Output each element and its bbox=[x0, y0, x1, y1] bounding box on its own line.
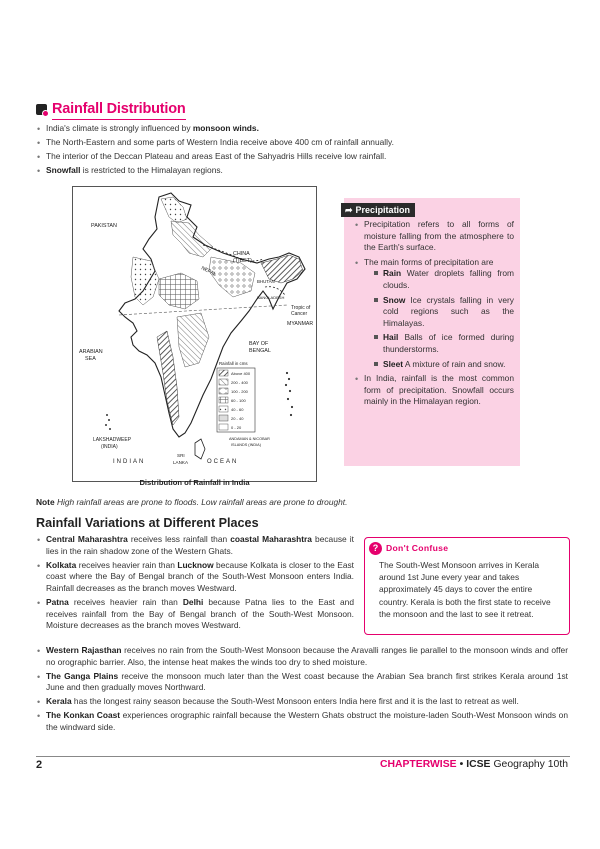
map-legend bbox=[217, 361, 255, 432]
intro-item: • The interior of the Deccan Plateau and areas East of the Sahyadris Hills receive low rainfall. bbox=[36, 151, 566, 163]
form-item: Rain Water droplets falling from clouds. bbox=[374, 268, 514, 291]
form-item: Hail Balls of ice formed during thunderstorms. bbox=[374, 332, 514, 355]
india-outline bbox=[119, 193, 308, 437]
precipitation-tag-label: Precipitation bbox=[355, 205, 411, 215]
variations-list-continued bbox=[36, 645, 568, 736]
label-nepal: NEPAL bbox=[200, 265, 218, 278]
variation-item: • The Konkan Coast experiences orographic rainfall because the Western Ghats obstruct the moisture-laden South-West Monsoon winds on the windward side. bbox=[36, 710, 568, 733]
footer-divider bbox=[36, 756, 570, 757]
label-andaman2: ISLANDS (INDIA) bbox=[231, 443, 261, 447]
brand-separator: • bbox=[459, 759, 464, 770]
legend-item: Above 400 bbox=[231, 371, 251, 376]
precipitation-tag bbox=[341, 203, 415, 217]
india-map-svg bbox=[73, 187, 316, 481]
variation-item: • Western Rajasthan receives no rain from the South-West Monsoon because the Aravalli ranges lie parallel to the monsoon winds and offer no orographic barrier. Also, the intense heat makes the winds too dry to shed moisture. bbox=[36, 645, 568, 668]
label-pakistan: PAKISTAN bbox=[91, 223, 117, 229]
label-china: CHINA bbox=[233, 251, 250, 257]
label-bay2: BENGAL bbox=[249, 348, 271, 354]
label-tibet: (TIBET) bbox=[233, 258, 252, 264]
legend-item: 60 - 100 bbox=[231, 398, 246, 403]
label-arabian2: SEA bbox=[85, 356, 96, 362]
label-tropic2: Cancer bbox=[291, 311, 308, 317]
legend-item: 20 - 40 bbox=[231, 416, 244, 421]
label-indian: INDIAN bbox=[113, 459, 146, 465]
precipitation-point: • The main forms of precipitation are Rain Water droplets falling from clouds. Snow Ice crystals falling in very cold regions such as the Himalayas. Hail Balls of ice formed during thunderstorms. Sleet A mixture of rain and snow. bbox=[354, 257, 514, 370]
label-tropic1: Tropic of bbox=[291, 305, 311, 311]
intro-item: • Snowfall is restricted to the Himalayan regions. bbox=[36, 165, 566, 177]
dont-confuse-header bbox=[369, 542, 563, 555]
page-number: 2 bbox=[36, 759, 43, 771]
legend-item: 0 - 20 bbox=[231, 425, 242, 430]
note: Note High rainfall areas are prone to floods. Low rainfall areas are prone to drought. bbox=[36, 497, 348, 507]
intro-item: • The North-Eastern and some parts of Western India receive above 400 cm of rainfall annually. bbox=[36, 137, 566, 149]
label-andaman1: ANDAMAN & NICOBAR bbox=[229, 437, 270, 441]
precipitation-point: • Precipitation refers to all forms of moisture falling from the atmosphere to the Earth's surface. bbox=[354, 219, 514, 254]
precipitation-list bbox=[354, 219, 514, 408]
label-ocean: OCEAN bbox=[207, 459, 239, 465]
label-srilanka2: LANKA bbox=[173, 460, 189, 465]
label-srilanka1: SRI bbox=[177, 453, 185, 458]
variation-item: • Central Maharashtra receives less rainfall than coastal Maharashtra because it lies in the rain shadow zone of the Western Ghats. bbox=[36, 534, 354, 557]
dont-confuse-text: The South-West Monsoon arrives in Kerala around 1st June every year and takes approximately 45 days to cover the entire country. Kerala is both the first state to receive the monsoon and the last to see it retreat. bbox=[379, 560, 551, 619]
brand-series: ICSE bbox=[466, 759, 491, 770]
map-caption: Distribution of Rainfall in India bbox=[139, 478, 250, 487]
brand-name: CHAPTERWISE bbox=[379, 759, 457, 770]
intro-item: • India's climate is strongly influenced by monsoon winds. bbox=[36, 123, 566, 135]
variation-item: • Kolkata receives heavier rain than Lucknow because Kolkata is closer to the East coast where the Bay of Bengal branch of the South-West Monsoon enters India. Rainfall decreases as the branch moves Westward. bbox=[36, 560, 354, 595]
dont-confuse-label: Don't Confuse bbox=[386, 542, 449, 553]
legend-item: 100 - 200 bbox=[231, 389, 248, 394]
chapter-icon bbox=[36, 104, 47, 115]
rainfall-map bbox=[72, 186, 317, 482]
variation-item: • Kerala has the longest rainy season because the South-West Monsoon enters India here first and it is the last to retreat as well. bbox=[36, 696, 568, 708]
variations-heading: Rainfall Variations at Different Places bbox=[36, 516, 259, 530]
footer-brand bbox=[380, 758, 568, 772]
precipitation-forms bbox=[374, 268, 514, 370]
intro-list bbox=[36, 123, 566, 179]
legend-item: 200 - 400 bbox=[231, 380, 248, 385]
variation-item: • Patna receives heavier rain than Delhi because Patna lies to the East and receives rainfall from the Bay of Bengal branch of the South-West Monsoon. Moisture decreases as the branch moves Westward. bbox=[36, 597, 354, 632]
form-item: Snow Ice crystals falling in very cold regions such as the Himalayas. bbox=[374, 295, 514, 330]
label-bay1: BAY OF bbox=[249, 341, 269, 347]
precipitation-point: • In India, rainfall is the most common form of precipitation. Snowfall occurs mainly in the Himalayan region. bbox=[354, 373, 514, 408]
label-bhutan: BHUTAN bbox=[257, 279, 275, 284]
label-myanmar: MYANMAR bbox=[287, 321, 314, 327]
precipitation-box bbox=[344, 198, 520, 466]
label-arabian1: ARABIAN bbox=[79, 349, 103, 355]
question-icon: ? bbox=[369, 542, 382, 555]
brand-subject: Geography 10th bbox=[493, 759, 568, 770]
legend-item: 40 - 60 bbox=[231, 407, 244, 412]
label-lakshadweep1: LAKSHADWEEP bbox=[93, 437, 132, 443]
section-heading bbox=[36, 99, 186, 120]
arrow-icon: ➦ bbox=[345, 205, 353, 215]
legend-title: Rainfall in cms bbox=[219, 361, 248, 366]
variation-item: • The Ganga Plains receive the monsoon much later than the West coast because the Arabian Sea branch first strikes Kerala around 1st June and then gradually moves Northward. bbox=[36, 671, 568, 694]
label-bangladesh: BANGLADESH bbox=[257, 295, 285, 300]
dont-confuse-box bbox=[364, 537, 570, 635]
label-lakshadweep2: (INDIA) bbox=[101, 444, 118, 450]
form-item: Sleet A mixture of rain and snow. bbox=[374, 359, 514, 371]
variations-list bbox=[36, 534, 354, 634]
section-title: Rainfall Distribution bbox=[52, 99, 186, 120]
